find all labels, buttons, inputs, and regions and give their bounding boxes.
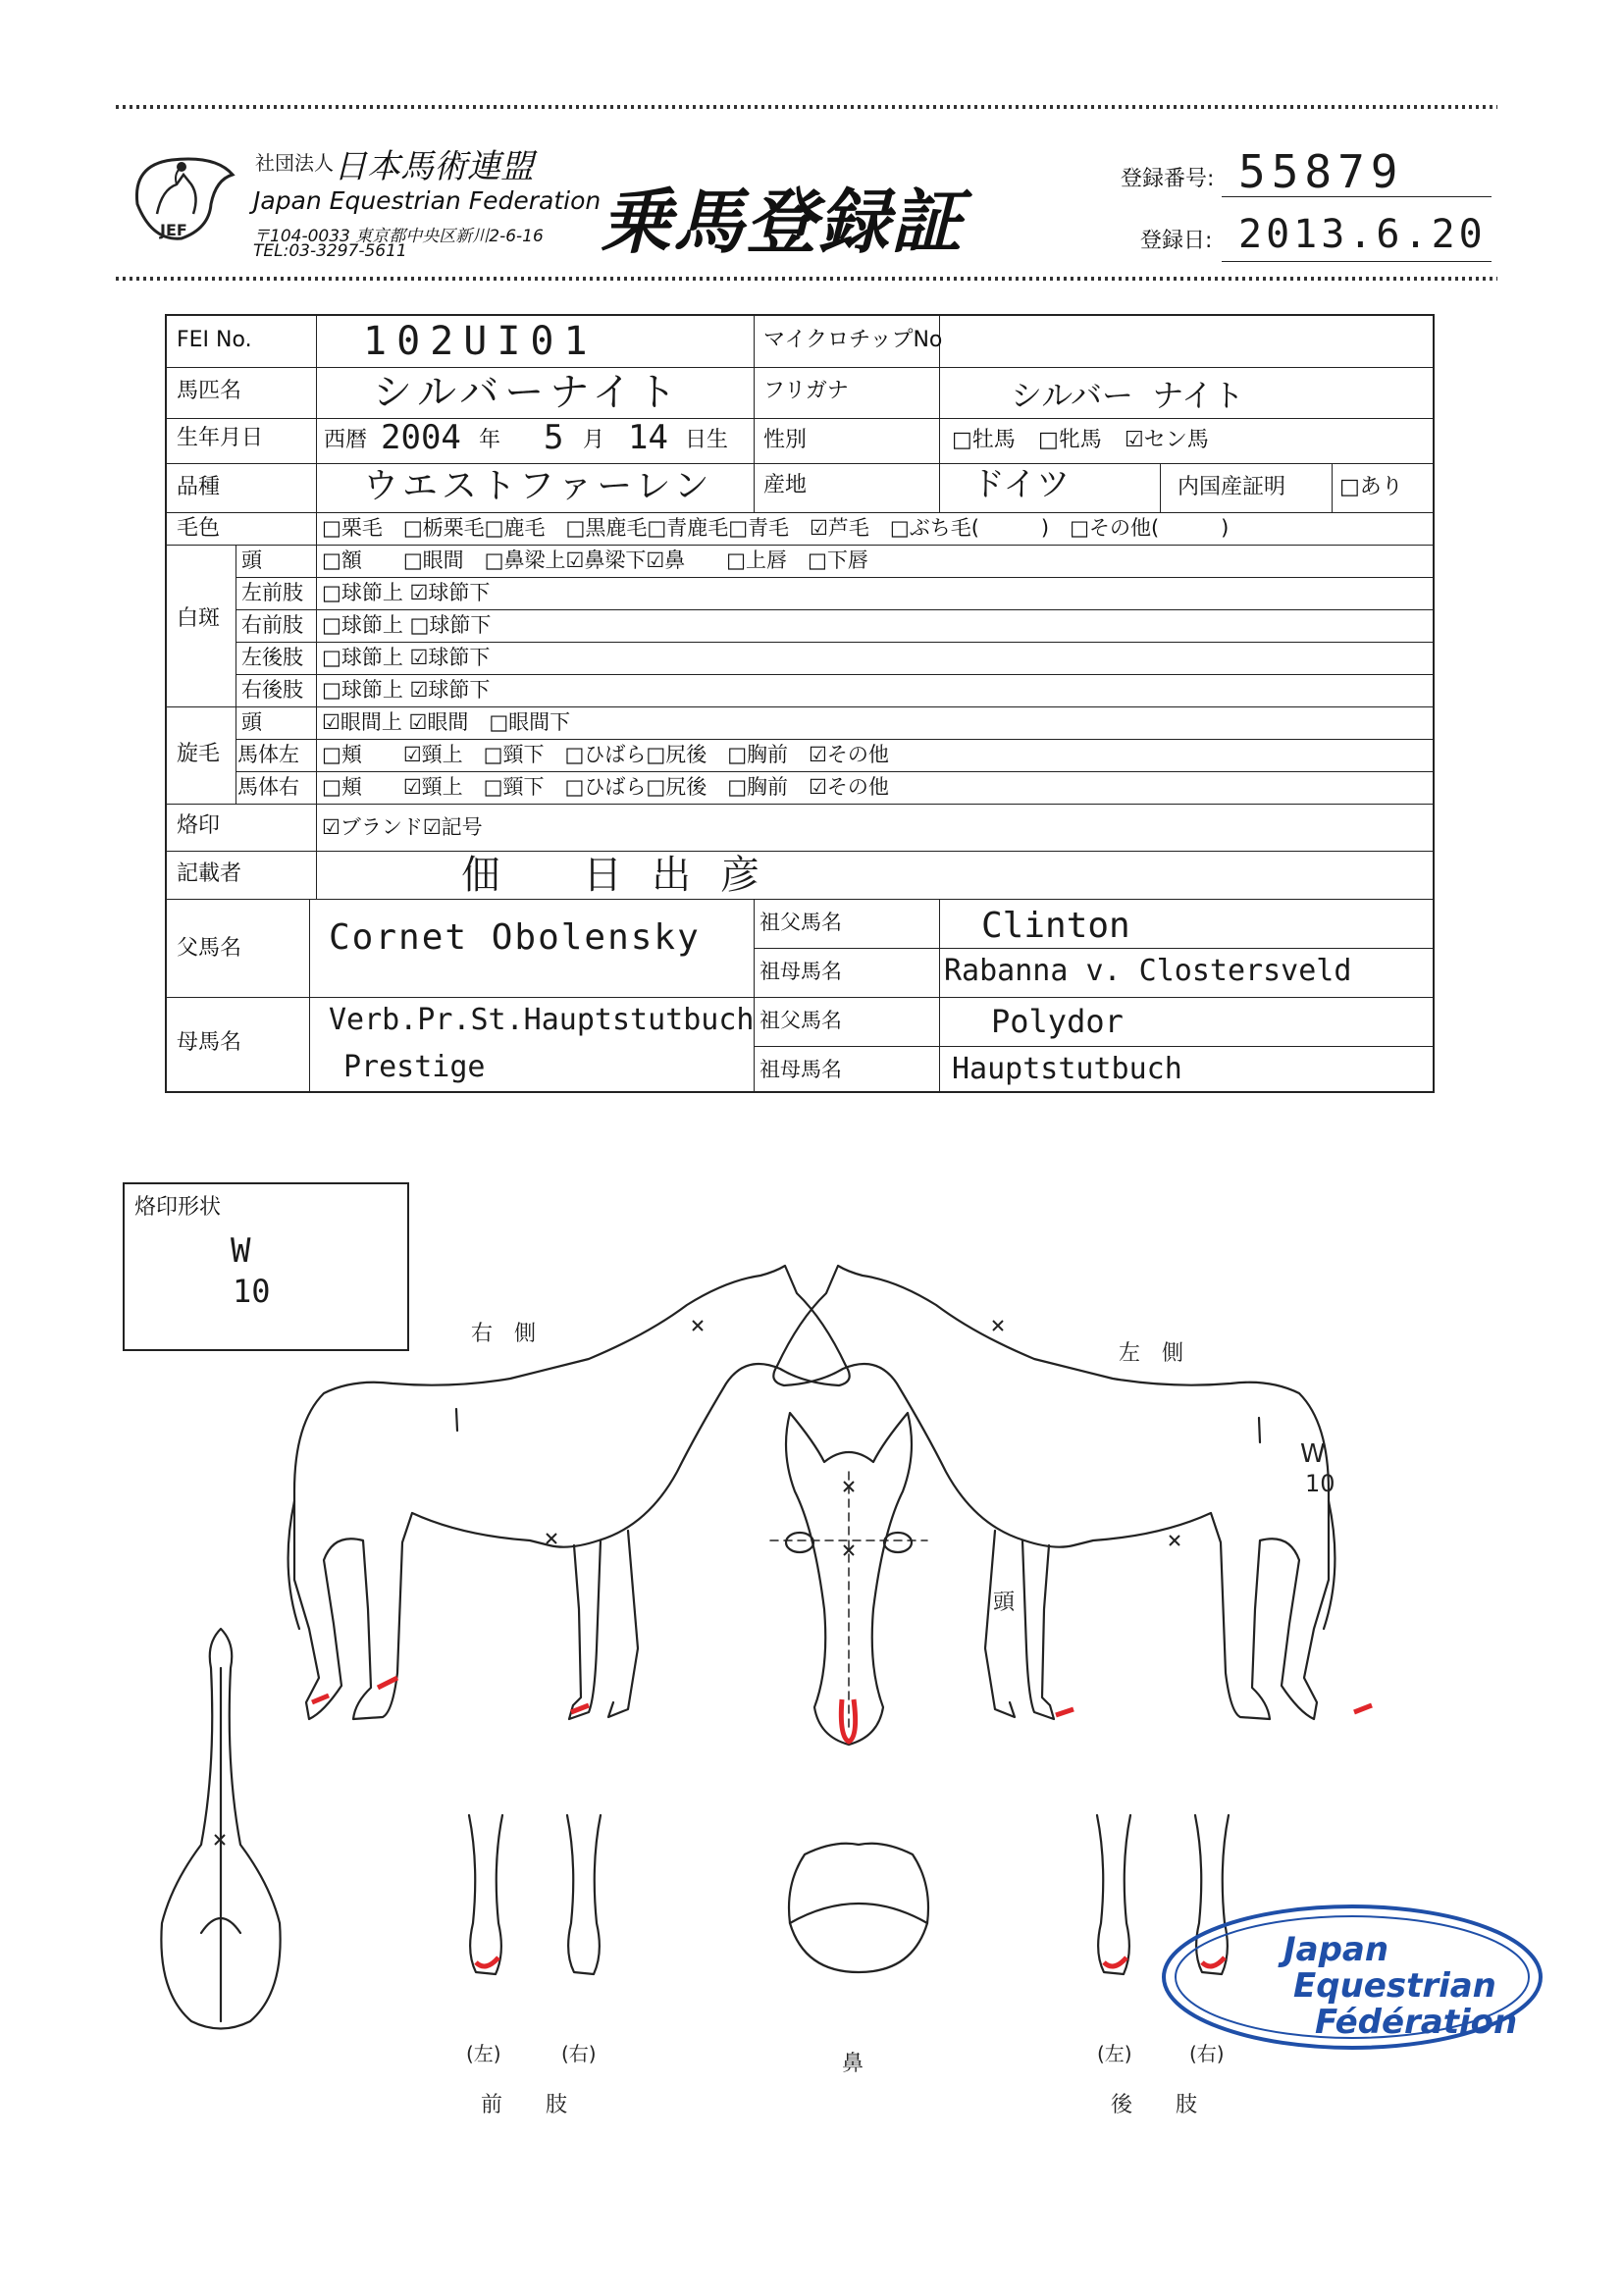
granddam-label-2: 祖母馬名 <box>759 1058 842 1081</box>
furigana-label: フリガナ <box>763 379 849 403</box>
brand-mark-1: W <box>231 1231 251 1271</box>
whorl-part-left: 馬体左 <box>237 743 299 766</box>
org-name-en: Japan Equestrian Federation <box>253 186 602 215</box>
whorl-label: 旋毛 <box>177 742 221 766</box>
dob-label: 生年月日 <box>177 426 264 450</box>
reg-date-underline <box>1222 261 1492 262</box>
origin-value: ドイツ <box>971 465 1071 504</box>
fore-legs-drawing <box>469 1815 601 1974</box>
reg-date-value: 2013.6.20 <box>1238 212 1487 257</box>
hind-right-label: (右) <box>1189 2042 1225 2065</box>
head-label: 頭 <box>993 1591 1016 1615</box>
grandsire-value-1: Clinton <box>981 906 1130 946</box>
white-part-head: 頭 <box>241 548 262 572</box>
horse-left-side-drawing <box>773 1266 1335 1719</box>
stamp-line-2: Equestrian <box>1293 1966 1496 2006</box>
granddam-value-2: Hauptstutbuch <box>952 1052 1182 1086</box>
grandsire-value-2: Polydor <box>991 1003 1124 1040</box>
fei-value: 102UI01 <box>363 319 598 364</box>
dob-month: 5 <box>544 418 564 457</box>
recorder-value: 佃 日出彦 <box>461 853 790 898</box>
brand-mark-2: 10 <box>233 1273 271 1310</box>
sire-label: 父馬名 <box>177 936 242 961</box>
document-title: 乗馬登録証 <box>601 181 965 263</box>
white-part-lh: 左後肢 <box>241 646 303 669</box>
white-options-rf[interactable]: □球節上 □球節下 <box>322 613 492 637</box>
white-options-lh[interactable]: □球節上 ☑球節下 <box>322 646 491 669</box>
sire-value: Cornet Obolensky <box>329 917 701 958</box>
domestic-option[interactable]: □あり <box>1339 475 1403 499</box>
whorl-part-right: 馬体右 <box>237 775 299 799</box>
fore-left-label: (左) <box>466 2042 501 2065</box>
coat-options[interactable]: □栗毛 □栃栗毛□鹿毛 □黒鹿毛□青鹿毛□青毛 ☑芦毛 □ぶち毛( ) □その他( ) <box>322 516 1230 540</box>
sex-option-mare[interactable]: □牝馬 <box>1038 428 1102 452</box>
white-options-lf[interactable]: □球節上 ☑球節下 <box>322 581 491 604</box>
left-side-label: 左 側 <box>1119 1341 1184 1366</box>
grandsire-label-2: 祖父馬名 <box>759 1009 842 1032</box>
fore-legs-label: 前 肢 <box>481 2093 568 2117</box>
jef-logo-icon <box>123 145 240 253</box>
whorl-options-right[interactable]: □頬 ☑頸上 □頸下 □ひばら□尻後 □胸前 ☑その他 <box>322 775 889 799</box>
dob-nen: 年 <box>479 428 501 452</box>
whorl-marks <box>215 1321 1179 1845</box>
breed-value: ウエストファーレン <box>363 466 713 506</box>
hind-left-label: (左) <box>1097 2042 1132 2065</box>
dam-value-line2: Prestige <box>343 1050 486 1084</box>
furigana-value: シルバー ナイト <box>1011 377 1244 414</box>
reg-no-underline <box>1222 196 1492 197</box>
sex-option-stallion[interactable]: □牡馬 <box>952 428 1016 452</box>
dob-year: 2004 <box>381 418 461 457</box>
whorl-part-head: 頭 <box>241 710 262 734</box>
horse-head-front-drawing <box>770 1413 927 1745</box>
whorl-options-head[interactable]: ☑眼間上 ☑眼間 □眼間下 <box>322 710 571 734</box>
sex-option-gelding[interactable]: ☑セン馬 <box>1125 428 1209 452</box>
grandsire-label-1: 祖父馬名 <box>759 911 842 934</box>
reg-no-value: 55879 <box>1238 145 1404 198</box>
header-bottom-rule <box>116 277 1497 281</box>
whorl-options-left[interactable]: □頬 ☑頸上 □頸下 □ひばら□尻後 □胸前 ☑その他 <box>322 743 889 766</box>
domestic-label: 内国産証明 <box>1178 475 1286 499</box>
nose-drawing <box>789 1844 928 1972</box>
org-address: 〒104-0033 東京都中央区新川2-6-16 <box>253 227 544 246</box>
chip-label: マイクロチップNo <box>763 328 943 352</box>
jef-stamp <box>1164 1906 1541 2048</box>
org-name-jp: 日本馬術連盟 <box>334 147 534 186</box>
white-part-rh: 右後肢 <box>241 678 303 702</box>
fei-label: FEI No. <box>177 328 252 352</box>
white-label: 白斑 <box>177 606 221 631</box>
brand-shape-label: 烙印形状 <box>134 1195 222 1220</box>
hind-legs-label: 後 肢 <box>1111 2093 1198 2117</box>
org-type: 社団法人 <box>255 151 334 175</box>
nose-label: 鼻 <box>842 2052 864 2076</box>
side-mark-2: 10 <box>1305 1470 1335 1497</box>
coat-label: 毛色 <box>177 516 221 541</box>
header-top-rule <box>116 105 1497 109</box>
side-mark-1: W <box>1300 1439 1326 1469</box>
white-options-rh[interactable]: □球節上 ☑球節下 <box>322 678 491 702</box>
white-part-rf: 右前肢 <box>241 613 303 637</box>
granddam-label-1: 祖母馬名 <box>759 960 842 983</box>
dob-nichi: 日生 <box>685 428 729 452</box>
registration-table <box>165 314 1435 1093</box>
logo-text: JEF <box>160 221 187 239</box>
brand-options[interactable]: ☑ブランド☑記号 <box>322 815 483 839</box>
granddam-value-1: Rabanna v. Clostersveld <box>944 954 1352 988</box>
hind-legs-drawing <box>1097 1815 1229 1974</box>
dam-label: 母馬名 <box>177 1030 242 1055</box>
name-label: 馬匹名 <box>177 379 242 403</box>
org-tel: TEL:03-3297-5611 <box>253 241 407 261</box>
white-options-head[interactable]: □額 □眼間 □鼻梁上☑鼻梁下☑鼻 □上唇 □下唇 <box>322 548 868 572</box>
horse-diagram <box>0 1236 1623 2276</box>
dam-value-line1: Verb.Pr.St.Hauptstutbuch <box>329 1003 755 1037</box>
breed-label: 品種 <box>177 475 221 499</box>
origin-label: 産地 <box>763 473 808 497</box>
fore-right-label: (右) <box>561 2042 597 2065</box>
horse-right-side-drawing <box>288 1266 850 1719</box>
reg-date-label: 登録日: <box>1140 229 1213 253</box>
dob-era: 西暦 <box>324 428 368 452</box>
stamp-line-3: Fédération <box>1315 2003 1518 2042</box>
recorder-label: 記載者 <box>177 861 242 886</box>
white-part-lf: 左前肢 <box>241 581 303 604</box>
stamp-line-1: Japan <box>1283 1930 1389 1969</box>
sex-label: 性別 <box>763 428 808 452</box>
brand-label: 烙印 <box>177 813 221 838</box>
horse-top-view-drawing <box>161 1629 280 2029</box>
name-value: シルバーナイト <box>373 370 683 415</box>
dob-tsuki: 月 <box>583 428 605 452</box>
reg-no-label: 登録番号: <box>1121 167 1215 191</box>
dob-day: 14 <box>628 418 668 457</box>
right-side-label: 右 側 <box>471 1322 537 1346</box>
